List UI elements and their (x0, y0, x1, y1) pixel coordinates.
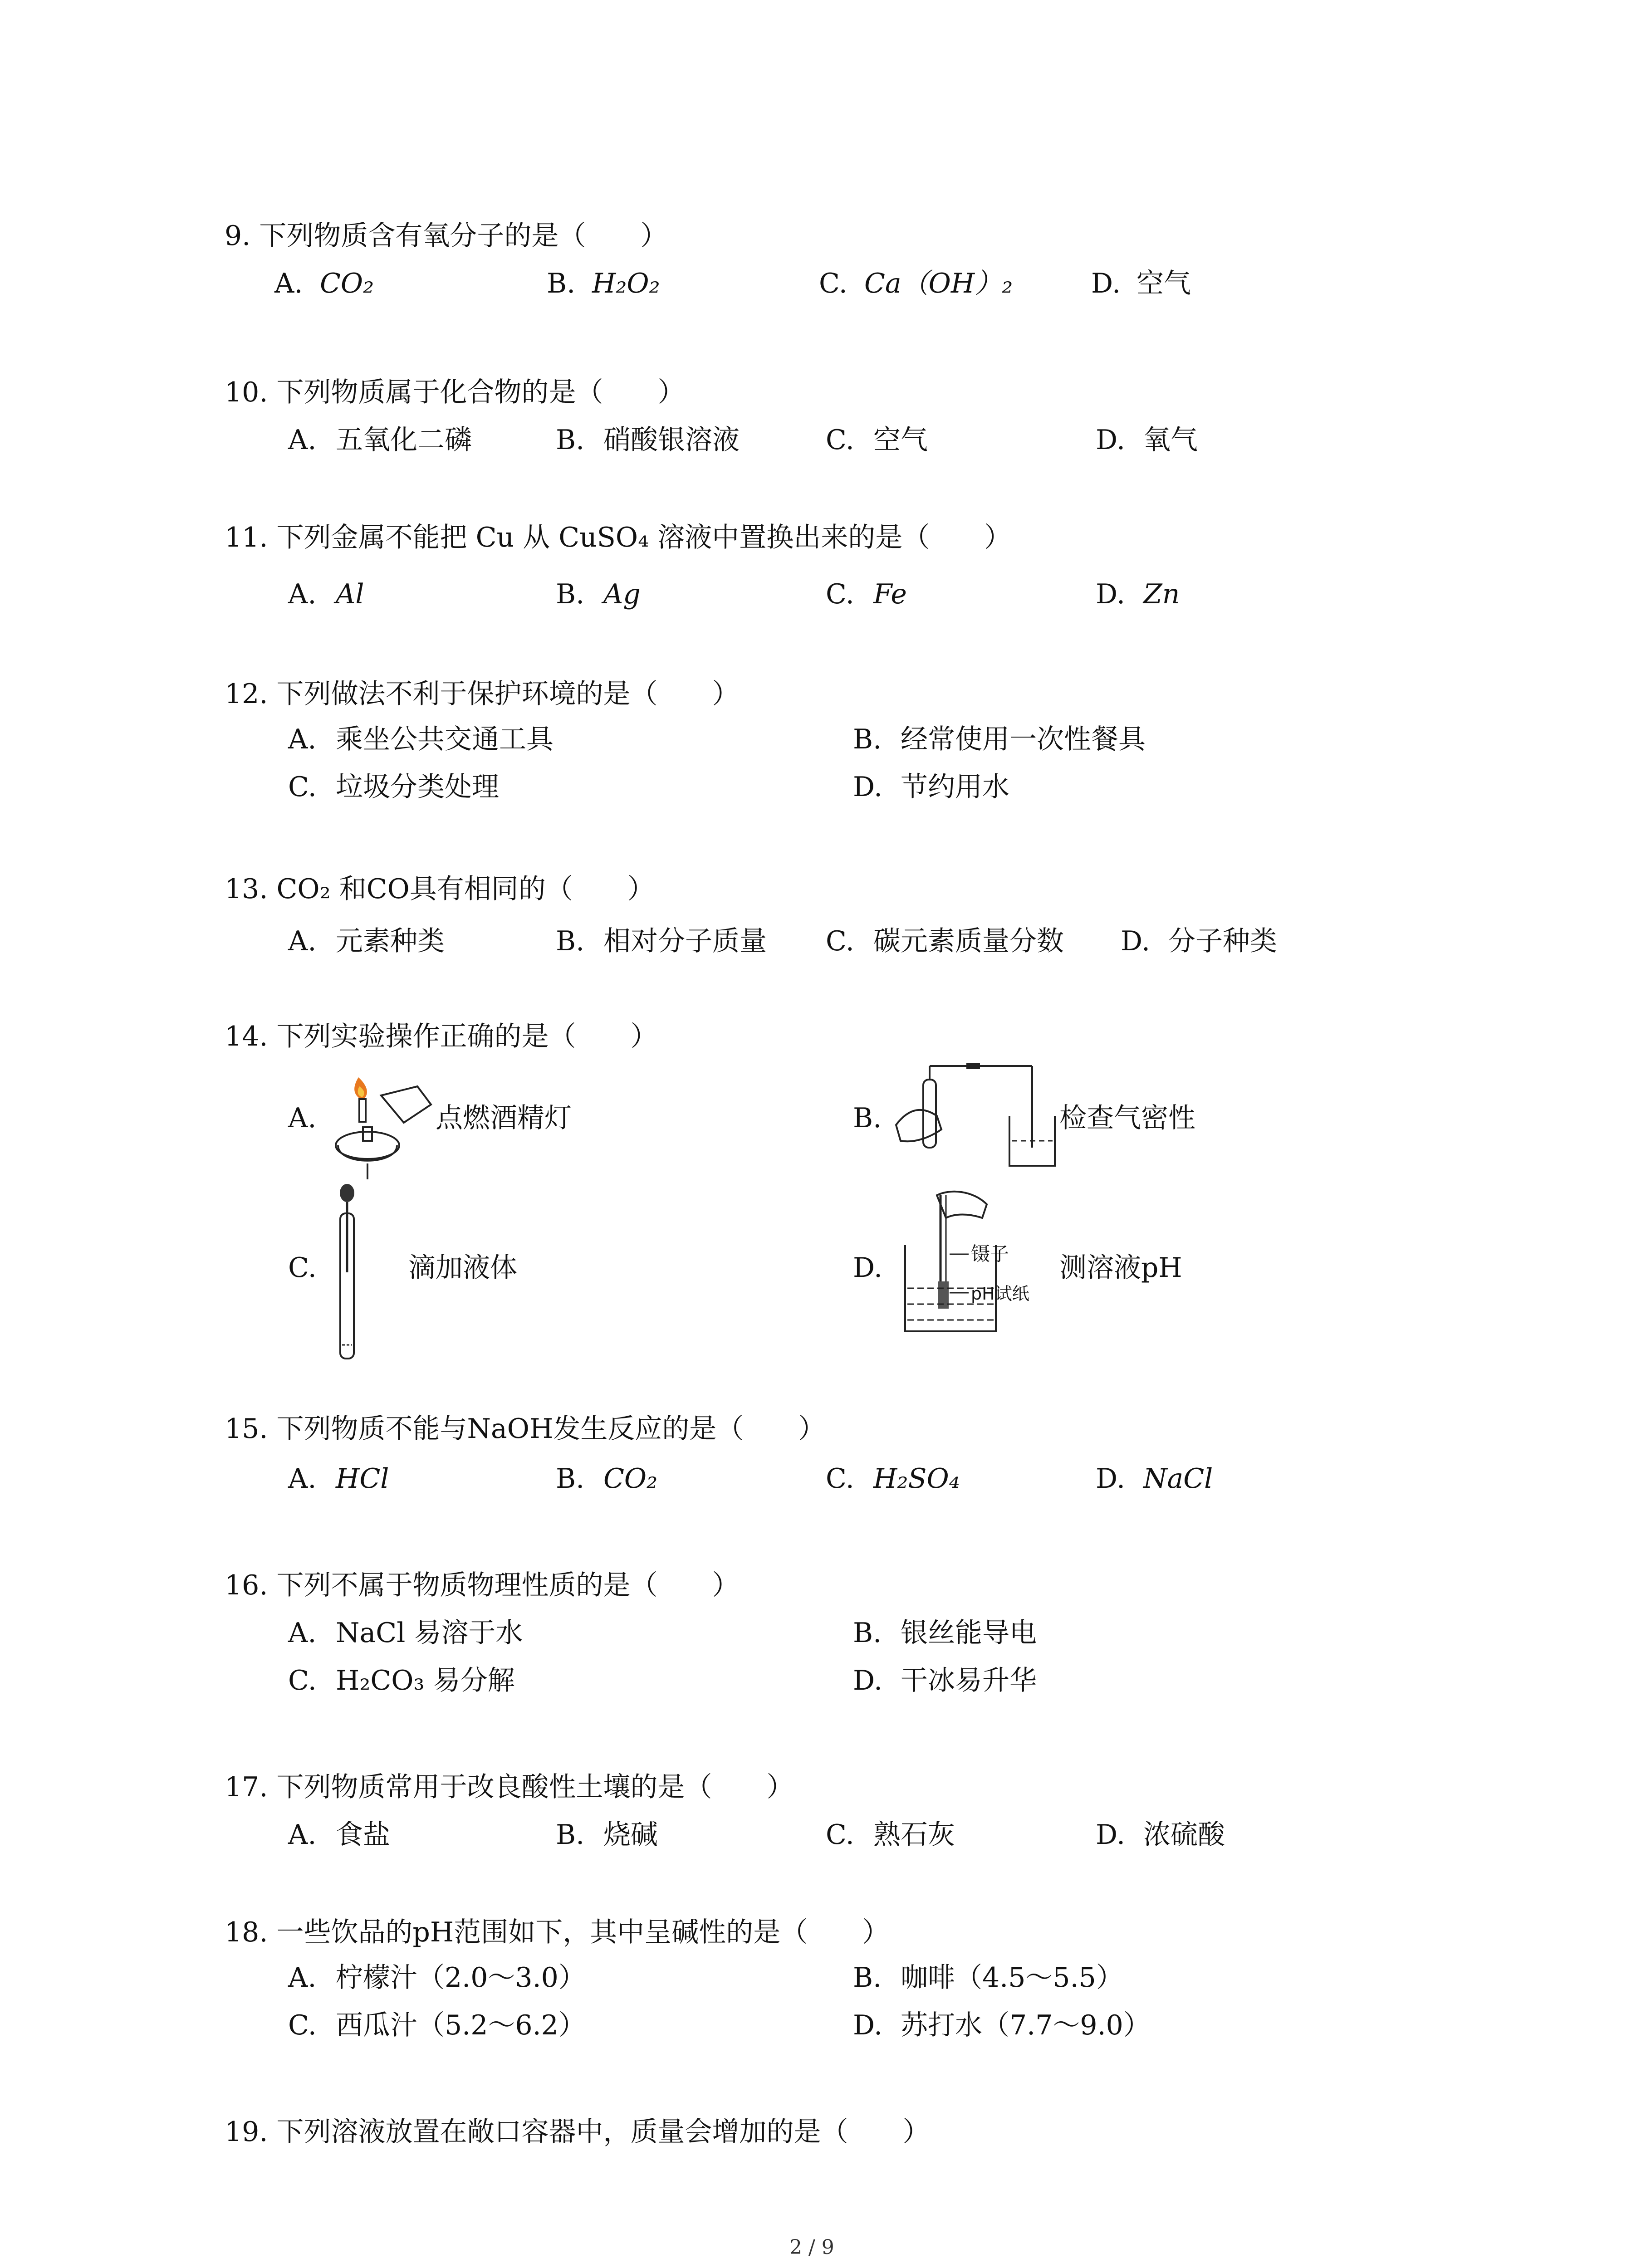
tweezers-label: 镊子 (971, 1243, 1009, 1265)
option-a-label: A. (288, 1102, 317, 1134)
option-a-text: NaCl 易溶于水 (336, 1617, 523, 1649)
option-b-label: B. (853, 1617, 882, 1649)
option-b-text: CO₂ (603, 1463, 658, 1495)
question-stem: 14. 下列实验操作正确的是（ ） (225, 1021, 658, 1052)
option-b-text: 烧碱 (603, 1819, 658, 1851)
option-a-label: A. (288, 723, 317, 755)
option-d-text: Zn (1143, 578, 1180, 610)
option-d-label: D. (1096, 578, 1126, 610)
option-b-label: B. (556, 424, 585, 456)
option-c-label: C. (288, 1252, 317, 1284)
dropper-bulb-icon (340, 1184, 354, 1202)
option-d-label: D. (1091, 268, 1121, 299)
option-d-text: 空气 (1136, 268, 1191, 299)
option-c-text: H₂CO₃ 易分解 (336, 1665, 515, 1696)
option-b-text: 检查气密性 (1059, 1102, 1195, 1134)
option-c-label: C. (826, 1463, 854, 1495)
option-d-text: 氧气 (1143, 424, 1198, 456)
option-b-label: B. (556, 1463, 585, 1495)
option-d-label: D. (853, 771, 883, 803)
question-stem: 13. CO₂ 和CO具有相同的（ ） (225, 873, 655, 905)
option-c-text: Ca（OH）₂ (864, 268, 1013, 299)
option-d-text: 分子种类 (1168, 925, 1277, 957)
airtightness-figure (892, 1061, 1073, 1175)
option-a-text: 乘坐公共交通工具 (336, 723, 554, 755)
option-b-label: B. (853, 1962, 882, 1994)
option-d-label: D. (853, 1252, 883, 1284)
option-d-label: D. (1096, 1463, 1126, 1495)
option-a-label: A. (288, 925, 317, 957)
option-c-text: 熟石灰 (873, 1819, 955, 1851)
question-stem: 11. 下列金属不能把 Cu 从 CuSO₄ 溶液中置换出来的是（ ） (225, 522, 1012, 553)
option-b-text: 银丝能导电 (901, 1617, 1037, 1649)
option-c-text: 垃圾分类处理 (336, 771, 499, 803)
dropper-figure (327, 1182, 381, 1363)
option-c-label: C. (288, 1665, 317, 1696)
ph-test-figure (896, 1186, 1059, 1340)
question-14 (0, 1018, 1641, 1381)
option-a-text: HCl (336, 1463, 389, 1495)
option-a-text: 柠檬汁（2.0～3.0） (336, 1962, 586, 1994)
option-c-label: C. (826, 1819, 854, 1851)
lamp-tilted-icon (381, 1086, 431, 1123)
question-stem: 19. 下列溶液放置在敞口容器中，质量会增加的是（ ） (225, 2116, 930, 2148)
option-b-label: B. (556, 925, 585, 957)
option-b-label: B. (853, 1102, 882, 1134)
option-c-label: C. (819, 268, 847, 299)
option-d-text: 节约用水 (901, 771, 1009, 803)
option-a-label: A. (288, 1962, 317, 1994)
option-a-label: A. (288, 578, 317, 610)
option-d-text: NaCl (1143, 1463, 1213, 1495)
option-b-label: B. (556, 1819, 585, 1851)
option-c-text: 西瓜汁（5.2～6.2） (336, 2009, 586, 2041)
hand-icon (937, 1192, 987, 1218)
option-a-label: A. (288, 424, 317, 456)
option-d-label: D. (853, 2009, 883, 2041)
option-d-text: 浓硫酸 (1143, 1819, 1225, 1851)
option-d-label: D. (853, 1665, 883, 1696)
option-a-label: A. (274, 268, 303, 299)
option-a-text: 五氧化二磷 (336, 424, 472, 456)
option-a-text: 元素种类 (336, 925, 445, 957)
option-c-text: H₂SO₄ (873, 1463, 960, 1495)
option-a-text: 点燃酒精灯 (436, 1102, 572, 1134)
option-c-label: C. (826, 424, 854, 456)
option-b-text: Ag (603, 578, 641, 610)
option-c-text: Fe (873, 578, 907, 610)
question-19 (0, 2114, 1641, 2168)
option-d-label: D. (1121, 925, 1151, 957)
option-b-text: 经常使用一次性餐具 (901, 723, 1146, 755)
option-c-text: 空气 (873, 424, 928, 456)
option-b-label: B. (853, 723, 882, 755)
option-a-text: CO₂ (320, 268, 374, 299)
option-b-text: H₂O₂ (592, 268, 660, 299)
option-c-label: C. (826, 578, 854, 610)
option-a-label: A. (288, 1463, 317, 1495)
question-stem: 10. 下列物质属于化合物的是（ ） (225, 376, 685, 408)
hand-icon (896, 1110, 941, 1141)
question-stem: 16. 下列不属于物质物理性质的是（ ） (225, 1569, 740, 1601)
option-a-label: A. (288, 1819, 317, 1851)
ph-paper-label: pH试纸 (971, 1284, 1029, 1304)
question-stem: 18. 一些饮品的pH范围如下，其中呈碱性的是（ ） (225, 1916, 890, 1948)
option-b-text: 咖啡（4.5～5.5） (901, 1962, 1123, 1994)
option-a-text: 食盐 (336, 1819, 390, 1851)
option-d-label: D. (1096, 424, 1126, 456)
question-stem: 17. 下列物质常用于改良酸性土壤的是（ ） (225, 1771, 794, 1803)
option-c-label: C. (288, 2009, 317, 2041)
question-stem: 15. 下列物质不能与NaOH发生反应的是（ ） (225, 1413, 826, 1445)
option-a-text: Al (336, 578, 364, 610)
option-c-label: C. (288, 771, 317, 803)
option-d-text: 干冰易升华 (901, 1665, 1037, 1696)
alcohol-lamp-figure (327, 1068, 445, 1182)
option-b-label: B. (556, 578, 585, 610)
page-number: 2 / 9 (789, 2236, 834, 2259)
option-b-label: B. (547, 268, 576, 299)
option-a-label: A. (288, 1617, 317, 1649)
option-d-label: D. (1096, 1819, 1126, 1851)
question-stem: 9. 下列物质含有氧分子的是（ ） (225, 220, 668, 252)
option-d-text: 苏打水（7.7～9.0） (901, 2009, 1151, 2041)
question-stem: 12. 下列做法不利于保护环境的是（ ） (225, 678, 740, 710)
option-b-text: 硝酸银溶液 (603, 424, 740, 456)
option-d-text: 测溶液pH (1059, 1252, 1182, 1284)
option-b-text: 相对分子质量 (603, 925, 767, 957)
option-c-text: 滴加液体 (408, 1252, 517, 1284)
option-c-label: C. (826, 925, 854, 957)
option-c-text: 碳元素质量分数 (873, 925, 1064, 957)
